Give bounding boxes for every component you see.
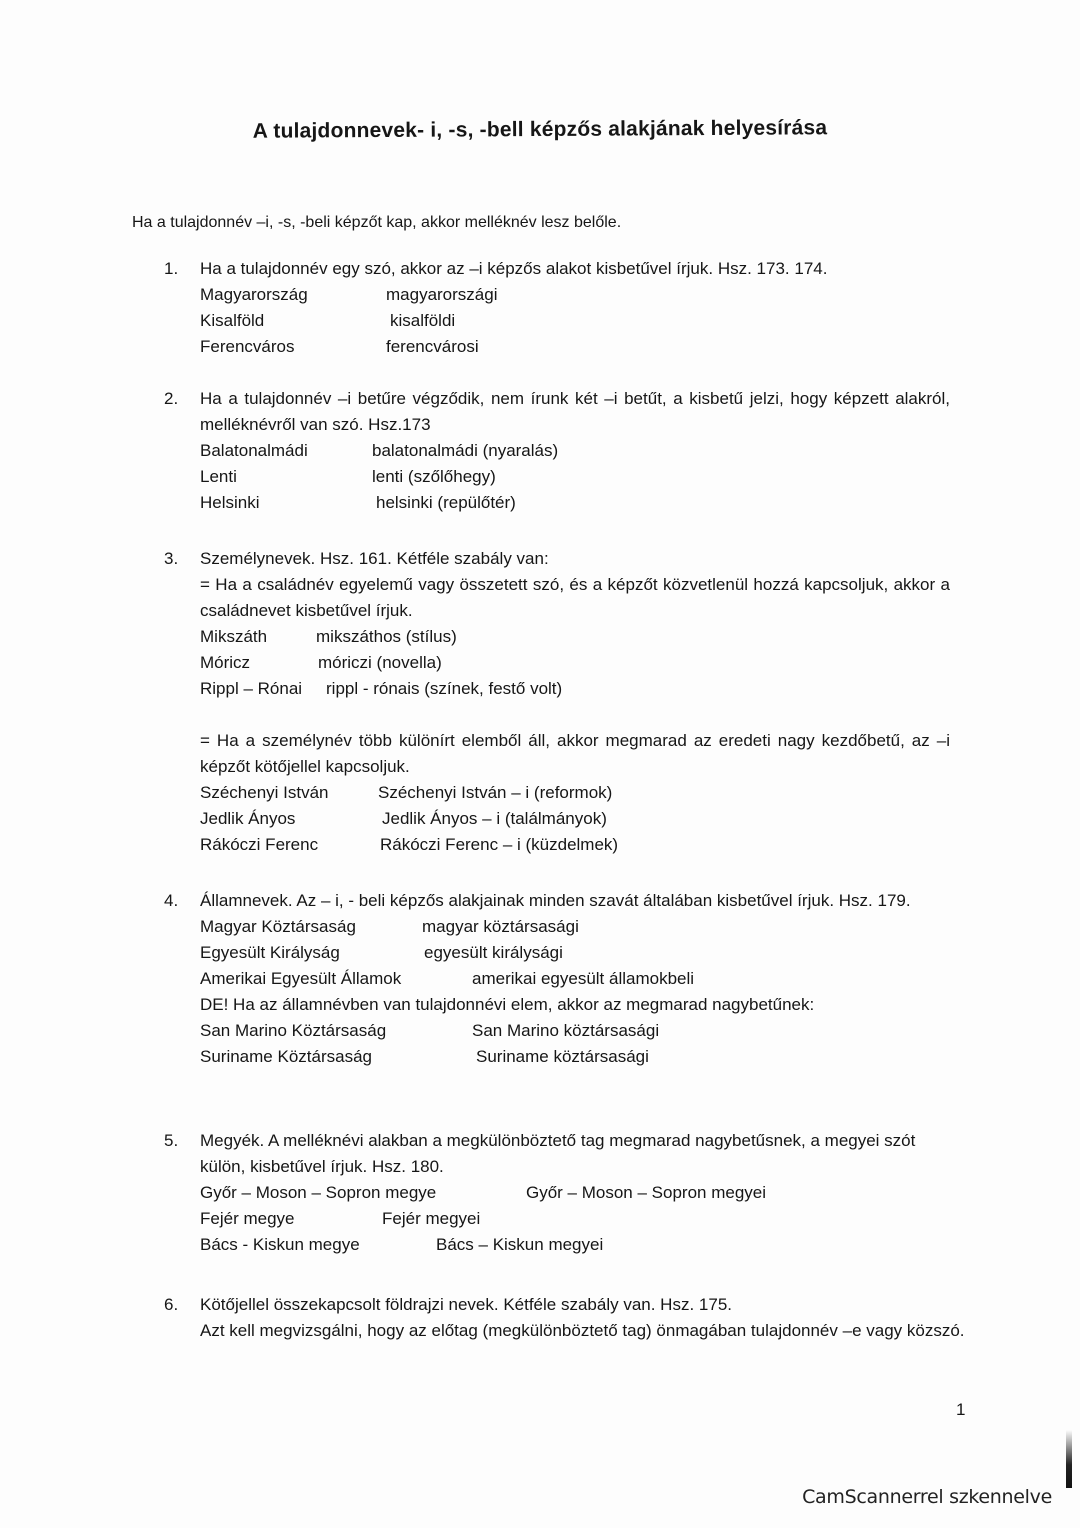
example-row	[200, 438, 950, 464]
example-adjective: ferencvárosi	[386, 337, 479, 356]
section-1	[164, 256, 950, 360]
example-proper-noun: Győr – Moson – Sopron megye	[200, 1183, 437, 1202]
example-adjective: móriczi (novella)	[318, 653, 442, 672]
example-proper-noun: Móricz	[200, 653, 251, 672]
example-proper-noun: Magyarország	[200, 285, 308, 304]
example-proper-noun: Kisalföld	[200, 311, 265, 330]
example-proper-noun: Rákóczi Ferenc	[200, 835, 319, 854]
document-title: A tulajdonnevek- i, -s, -bell képzős alakjának helyesírása	[252, 116, 828, 143]
example-proper-noun: Bács - Kiskun megye	[200, 1235, 360, 1254]
example-adjective: Bács – Kiskun megyei	[436, 1235, 604, 1254]
example-proper-noun: Széchenyi István	[200, 783, 329, 802]
example-adjective: magyarországi	[386, 285, 498, 304]
example-adjective: Fejér megyei	[382, 1209, 481, 1228]
example-row	[200, 1044, 950, 1070]
example-row	[200, 676, 950, 702]
example-adjective: Suriname köztársasági	[476, 1047, 649, 1066]
section-number: 6.	[164, 1295, 179, 1314]
example-adjective: Győr – Moson – Sopron megyei	[526, 1183, 767, 1202]
section-5	[164, 1128, 950, 1258]
example-proper-noun: Suriname Köztársaság	[200, 1047, 372, 1066]
example-proper-noun: Jedlik Ányos	[200, 809, 296, 828]
example-adjective: magyar köztársasági	[422, 917, 579, 936]
intro-paragraph: Ha a tulajdonnév –i, -s, -beli képzőt kap, akkor melléknév lesz belőle.	[132, 214, 622, 231]
section-6	[164, 1292, 968, 1344]
scanner-watermark: CamScannerrel szkennelve	[802, 1486, 1052, 1508]
example-adjective: San Marino köztársasági	[472, 1021, 660, 1040]
example-adjective: rippl - rónais (színek, festő volt)	[326, 679, 563, 698]
example-proper-noun: Ferencváros	[200, 337, 295, 356]
example-proper-noun: San Marino Köztársaság	[200, 1021, 387, 1040]
example-row	[200, 780, 950, 806]
example-row	[200, 832, 950, 858]
section-2	[164, 386, 950, 516]
example-proper-noun: Rippl – Rónai	[200, 679, 303, 698]
example-adjective: Széchenyi István – i (reformok)	[378, 783, 613, 802]
example-row	[200, 1206, 950, 1232]
example-proper-noun: Egyesült Királyság	[200, 943, 340, 962]
example-row	[200, 624, 950, 650]
example-row	[200, 464, 950, 490]
rule-1-text: = Ha a családnév egyelemű vagy összetett szó, és a képzőt közvetlenül hozzá kapcsoljuk, akkor a családnevet kisbetűvel írjuk.	[200, 575, 950, 620]
example-proper-noun: Helsinki	[200, 493, 260, 512]
example-proper-noun: Mikszáth	[200, 627, 268, 646]
example-proper-noun: Lenti	[200, 467, 237, 486]
note-text: DE! Ha az államnévben van tulajdonnévi elem, akkor az megmarad nagybetűnek:	[200, 995, 815, 1014]
example-row	[200, 914, 950, 940]
section-text: Kötőjellel összekapcsolt földrajzi nevek. Kétféle szabály van. Hsz. 175.	[200, 1295, 732, 1314]
example-row	[200, 490, 950, 516]
section-4	[164, 888, 950, 1070]
example-row	[200, 282, 950, 308]
section-number: 4.	[164, 891, 179, 910]
section-3	[164, 546, 950, 858]
example-row	[200, 1180, 950, 1206]
page-number: 1	[956, 1400, 966, 1419]
example-adjective: helsinki (repülőtér)	[376, 493, 516, 512]
rule-2-text: = Ha a személynév több különírt elemből áll, akkor megmarad az eredeti nagy kezdőbetű, az –i képzőt kötőjellel kapcsoljuk.	[200, 731, 950, 776]
section-number: 1.	[164, 259, 179, 278]
example-row	[200, 308, 950, 334]
example-proper-noun: Magyar Köztársaság	[200, 917, 356, 936]
section-text-continued: Azt kell megvizsgálni, hogy az előtag (megkülönböztető tag) önmagában tulajdonnév –e vagy közszó.	[200, 1321, 965, 1340]
section-text: Személynevek. Hsz. 161. Kétféle szabály van:	[200, 549, 549, 568]
example-adjective: amerikai egyesült államokbeli	[472, 969, 695, 988]
example-row	[200, 940, 950, 966]
example-proper-noun: Balatonalmádi	[200, 441, 308, 460]
example-row	[200, 334, 950, 360]
example-row	[200, 806, 950, 832]
scan-edge-shadow	[1066, 1430, 1072, 1488]
example-adjective: Jedlik Ányos – i (találmányok)	[382, 809, 607, 828]
example-row	[200, 650, 950, 676]
example-adjective: kisalföldi	[390, 311, 456, 330]
section-text: Ha a tulajdonnév egy szó, akkor az –i képzős alakot kisbetűvel írjuk. Hsz. 173. 174.	[200, 259, 828, 278]
example-row	[200, 1232, 950, 1258]
example-adjective: lenti (szőlőhegy)	[372, 467, 496, 486]
example-adjective: balatonalmádi (nyaralás)	[372, 441, 559, 460]
example-row	[200, 1018, 950, 1044]
section-number: 2.	[164, 389, 179, 408]
example-row	[200, 966, 950, 992]
example-proper-noun: Amerikai Egyesült Államok	[200, 969, 402, 988]
section-text: Megyék. A melléknévi alakban a megkülönböztető tag megmarad nagybetűsnek, a megyei szót külön, kisbetűvel írjuk. Hsz. 180.	[200, 1131, 916, 1176]
section-text: Ha a tulajdonnév –i betűre végződik, nem írunk két –i betűt, a kisbetű jelzi, hogy képzett alakról, melléknévről van szó. Hsz.173	[200, 389, 950, 434]
section-number: 3.	[164, 549, 179, 568]
example-adjective: egyesült királysági	[424, 943, 563, 962]
section-text: Államnevek. Az – i, - beli képzős alakjainak minden szavát általában kisbetűvel írjuk. Hsz. 179.	[200, 891, 911, 910]
example-proper-noun: Fejér megye	[200, 1209, 295, 1228]
example-adjective: mikszáthos (stílus)	[316, 627, 457, 646]
section-number: 5.	[164, 1131, 179, 1150]
example-adjective: Rákóczi Ferenc – i (küzdelmek)	[380, 835, 619, 854]
